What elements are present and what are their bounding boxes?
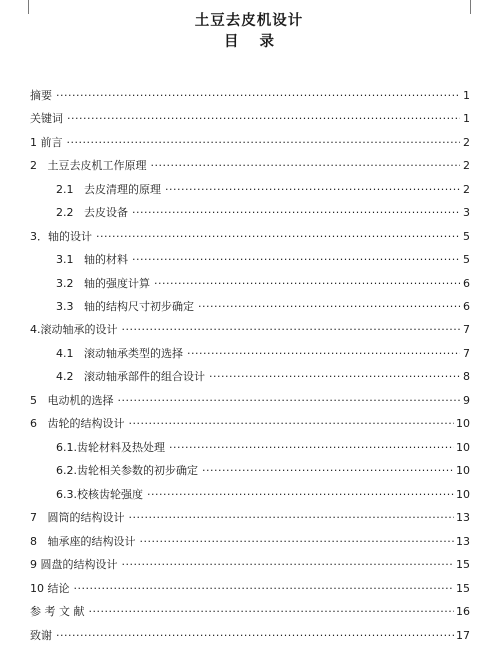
toc-page-number: 15 bbox=[456, 582, 470, 595]
toc-page-number: 10 bbox=[456, 441, 470, 454]
toc-entry-label: 9 圆盘的结构设计 bbox=[30, 558, 118, 571]
toc-page-number: 10 bbox=[456, 488, 470, 501]
toc-entry-label: 关键词 bbox=[30, 112, 63, 125]
toc-dot-leader bbox=[122, 322, 461, 338]
toc-dot-leader bbox=[169, 440, 454, 456]
toc-page-number: 6 bbox=[463, 277, 470, 290]
toc-entry[interactable] bbox=[0, 229, 470, 245]
toc-page-number: 7 bbox=[463, 347, 470, 360]
toc-page-number: 3 bbox=[463, 206, 470, 219]
toc-page-number: 9 bbox=[463, 394, 470, 407]
toc-entry[interactable] bbox=[0, 276, 470, 292]
toc-entry[interactable] bbox=[0, 440, 470, 456]
toc-page-number: 7 bbox=[463, 323, 470, 336]
toc-entry[interactable] bbox=[0, 557, 470, 573]
toc-entry[interactable] bbox=[0, 205, 470, 221]
toc-heading: 目 录 bbox=[223, 34, 275, 50]
toc-page-number: 8 bbox=[463, 370, 470, 383]
toc-dot-leader bbox=[132, 205, 460, 221]
toc-dot-leader bbox=[67, 135, 461, 151]
toc-dot-leader bbox=[151, 158, 461, 174]
toc-page-number: 2 bbox=[463, 159, 470, 172]
toc-dot-leader bbox=[165, 182, 460, 198]
toc-entry[interactable] bbox=[0, 299, 470, 315]
toc-entry[interactable] bbox=[0, 393, 470, 409]
toc-entry-label: 6.2.齿轮相关参数的初步确定 bbox=[56, 464, 198, 477]
document-title: 土豆去皮机设计 bbox=[194, 13, 304, 29]
toc-dot-leader bbox=[140, 534, 455, 550]
toc-page-number: 1 bbox=[463, 89, 470, 102]
toc-page-number: 1 bbox=[463, 112, 470, 125]
toc-dot-leader bbox=[209, 369, 460, 385]
toc-entry-label: 3.3 轴的结构尺寸初步确定 bbox=[56, 300, 194, 313]
toc-entry[interactable] bbox=[0, 487, 470, 503]
toc-page-number: 17 bbox=[456, 629, 470, 642]
toc-dot-leader bbox=[67, 111, 460, 127]
toc-entry-label: 2.1 去皮清理的原理 bbox=[56, 183, 161, 196]
toc-entry[interactable] bbox=[0, 322, 470, 338]
toc-page-number: 13 bbox=[456, 511, 470, 524]
toc-entry[interactable] bbox=[0, 346, 470, 362]
toc-entry[interactable] bbox=[0, 369, 470, 385]
toc-page-number: 6 bbox=[463, 300, 470, 313]
toc-entry-label: 2.2 去皮设备 bbox=[56, 206, 128, 219]
toc-page-number: 10 bbox=[456, 417, 470, 430]
toc-page-number: 2 bbox=[463, 183, 470, 196]
toc-entry-label: 6 齿轮的结构设计 bbox=[30, 417, 125, 430]
toc-dot-leader bbox=[129, 416, 455, 432]
toc-entry[interactable] bbox=[0, 252, 470, 268]
toc-entry-label: 摘要 bbox=[30, 89, 52, 102]
toc-dot-leader bbox=[56, 628, 454, 644]
toc-entry-label: 4.2 滚动轴承部件的组合设计 bbox=[56, 370, 205, 383]
toc-page-number: 5 bbox=[463, 230, 470, 243]
toc-entry-label: 6.3.校核齿轮强度 bbox=[56, 488, 143, 501]
toc-dot-leader bbox=[147, 487, 454, 503]
toc-dot-leader bbox=[89, 604, 455, 620]
toc-dot-leader bbox=[154, 276, 460, 292]
toc-entry[interactable] bbox=[0, 463, 470, 479]
toc-entry-label: 10 结论 bbox=[30, 582, 70, 595]
toc-entry-label: 4.1 滚动轴承类型的选择 bbox=[56, 347, 183, 360]
toc-page-number: 13 bbox=[456, 535, 470, 548]
toc-entry-label: 4.滚动轴承的设计 bbox=[30, 323, 118, 336]
toc-page-number: 16 bbox=[456, 605, 470, 618]
toc-dot-leader bbox=[129, 510, 455, 526]
toc-dot-leader bbox=[74, 581, 455, 597]
toc-dot-leader bbox=[96, 229, 460, 245]
toc-entry[interactable] bbox=[0, 604, 470, 620]
toc-entry[interactable] bbox=[0, 534, 470, 550]
toc-dot-leader bbox=[202, 463, 454, 479]
toc-entry-label: 3．轴的设计 bbox=[30, 230, 92, 243]
toc-entry[interactable] bbox=[0, 510, 470, 526]
toc-entry-label: 6.1.齿轮材料及热处理 bbox=[56, 441, 165, 454]
toc-page-number: 2 bbox=[463, 136, 470, 149]
toc-entry-label: 1 前言 bbox=[30, 136, 63, 149]
toc-entry-label: 3.1 轴的材料 bbox=[56, 253, 128, 266]
toc-entry-label: 7 圆筒的结构设计 bbox=[30, 511, 125, 524]
toc-dot-leader bbox=[56, 88, 460, 104]
toc-dot-leader bbox=[118, 393, 461, 409]
toc-entry-label: 致谢 bbox=[30, 629, 52, 642]
toc-dot-leader bbox=[187, 346, 460, 362]
toc-entry-label: 3.2 轴的强度计算 bbox=[56, 277, 150, 290]
toc-page-number: 5 bbox=[463, 253, 470, 266]
toc-page-number: 10 bbox=[456, 464, 470, 477]
toc-entry[interactable] bbox=[0, 111, 470, 127]
toc-entry[interactable] bbox=[0, 158, 470, 174]
toc-entry-label: 参 考 文 献 bbox=[30, 605, 85, 618]
toc-dot-leader bbox=[122, 557, 455, 573]
toc-entry[interactable] bbox=[0, 135, 470, 151]
toc-entry[interactable] bbox=[0, 416, 470, 432]
toc-entry[interactable] bbox=[0, 628, 470, 644]
toc-entry[interactable] bbox=[0, 182, 470, 198]
toc-entry-label: 2 土豆去皮机工作原理 bbox=[30, 159, 147, 172]
toc-dot-leader bbox=[198, 299, 460, 315]
toc-dot-leader bbox=[132, 252, 460, 268]
toc-entry[interactable] bbox=[0, 88, 470, 104]
toc-entry-label: 5 电动机的选择 bbox=[30, 394, 114, 407]
toc-entry[interactable] bbox=[0, 581, 470, 597]
toc-page-number: 15 bbox=[456, 558, 470, 571]
toc-entry-label: 8 轴承座的结构设计 bbox=[30, 535, 136, 548]
